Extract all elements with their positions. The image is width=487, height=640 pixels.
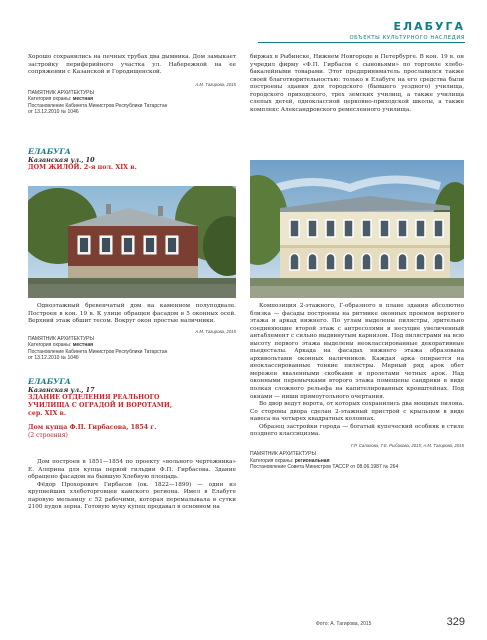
- house-photo-kazanskaya-10: [28, 186, 236, 298]
- page-number: 329: [446, 616, 465, 628]
- entry-title-line: сер. XIX в.: [28, 410, 67, 417]
- photo-credit: А.М. Тагирова, 2015: [195, 81, 236, 87]
- decree-line: Постановление Кабинета Министров Республики Татарстан: [28, 102, 168, 109]
- left-top-block: [28, 54, 236, 115]
- entry-city: ЕЛАБУГА: [28, 147, 71, 156]
- entry-street: Казанская ул., 10: [28, 156, 95, 164]
- photo-credit: А.М. Тагирова, 2015: [195, 328, 236, 334]
- entry2-paragraph: Фёдор Прохорович Гирбасов (ок. 1822—1899) — один из крупнейших хлеботорговцев камского региона. Имел в Елабуге паровую мельницу с 52 рабочими, которая перемалывала в сутки 2100 пудов зерна. Готовую муку купец продавал в основном на: [28, 481, 236, 511]
- decree-line: от 13.12.2010 № 1046: [28, 355, 79, 362]
- header-divider: [258, 42, 465, 43]
- entry1-paragraph: Одноэтажный бревенчатый дом на каменном полуподвале. Построен в кон. 19 в. К улице обращен фасадом в 5 оконных осей. Верхний этаж обшит тесом. Вокруг окон простые наличники.: [28, 303, 236, 325]
- decree-line: от 13.12.2010 № 1046: [28, 109, 79, 116]
- photo-credit: Г.Р. Салахова, Т.Е. Рыбакова, 2015; А.М. Тагирова, 2015: [351, 442, 464, 448]
- entry-city: ЕЛАБУГА: [28, 377, 71, 386]
- right-paragraph: Образец застройки города — богатый купеческий особняк в стиле позднего классицизма.: [250, 423, 464, 438]
- protection-category: Категория охраны: местная: [28, 96, 94, 103]
- protection-category: Категория охраны: региональная: [250, 457, 330, 464]
- entry-subtitle: Дом купца Ф.П. Гирбасова, 1854 г.: [28, 424, 157, 431]
- entry2-text-block: [28, 459, 236, 512]
- section-subtitle: ОБЪЕКТЫ КУЛЬТУРНОГО НАСЛЕДИЯ: [349, 35, 465, 41]
- entry-street: Казанская ул., 17: [28, 386, 95, 394]
- protection-category: Категория охраны: местная: [28, 342, 94, 349]
- monument-label: ПАМЯТНИК АРХИТЕКТУРЫ: [28, 336, 94, 343]
- entry-title: ДОМ ЖИЛОЙ. 2-я пол. XIX в.: [28, 164, 137, 171]
- monument-label: ПАМЯТНИК АРХИТЕКТУРЫ: [250, 451, 316, 458]
- right-paragraph: Во двор ведут ворота, от которых сохранились два мощных пилона. Со стороны двора сделан 2-этажный пристрой с крыльцом в виде навеса на четырех квадратных колоннах.: [250, 401, 464, 423]
- left-top-paragraph: Хорошо сохранились на печных трубах два дымника. Дом замыкает застройку периферийного участка ул. Набережной на ее сопряжении с Казанской и Городищенской.: [28, 54, 236, 76]
- right-top-paragraph: биржах в Рыбинске, Нижнем Новгороде и Петербурге. В кон. 19 в. он учредил фирму «Ф.П. Гирбасов с сыновьями» по торговле хлебо-бакалейными товарами. Этот предприниматель прославился также своей благотворительностью: только в Елабуге на его средства были построены здания для городского (бывшего уездного) училища, городского приходского, трех земских училищ, а также училища слепых детей, одноклассной церковно-приходской школы, а также комплекс Александровского ремесленного училища.: [250, 54, 464, 113]
- right-top-block: [250, 54, 464, 114]
- right-bottom-block: [250, 303, 464, 470]
- right-paragraph: Композиция 2-этажного, Г-образного в плане здания абсолютно близка — фасады построены на ритмике оконных проемов верхнего этажа и аркад нижнего. По углам выделены пилястры, зрительно соединяющие второй этаж с антресолями и несущие увеличенный антаблемент с сильно выдвинутым карнизом. Под пилястрами на всю высоту первого этажа выделены неоклассированные декоративные пьедесталы. Аркада на фасадах нижнего этажа образована архивольтами оконных наличников. Каждая арка опирается на неоклассированные тонкие пилястры. Мерный ряд арок обет мережен вваленными скобками и пролетами четных арок. Над оконными перемычками второго этажа помещены сандрики в виде полкая сложного рельефа на капителированных кронштейнах. Под окнами — ниши прямоугольного очертания.: [250, 303, 464, 400]
- entry-subnote: (2 строения): [28, 432, 68, 439]
- house-photo-kazanskaya-17: [250, 160, 464, 298]
- footer-photo-credit: Фото: А. Тагирова, 2015: [316, 621, 372, 627]
- decree-line: Постановление Кабинета Министров Республики Татарстан: [28, 348, 168, 355]
- entry2-heading: [28, 377, 236, 440]
- decree-line: Постановление Совета Министров ТАССР от 08.06.1987 № 264: [250, 463, 399, 470]
- entry1-heading: [28, 147, 236, 172]
- entry-title-line: ЗДАНИЕ ОТДЕЛЕНИЯ РЕАЛЬНОГО: [28, 394, 160, 401]
- monument-label: ПАМЯТНИК АРХИТЕКТУРЫ: [28, 90, 94, 97]
- entry1-text-block: [28, 303, 236, 361]
- entry2-paragraph: Дом построен в 1851—1854 по проекту «вольного чертежника» Е. Алприна для купца первой гильдии Ф.П. Гирбасова. Здание обращено фасадом на бывшую Хлебную площадь.: [28, 459, 236, 481]
- section-title: ЕЛАБУГА: [393, 20, 465, 33]
- entry-title-line: УЧИЛИЩА С ОГРАДОЙ И ВОРОТАМИ,: [28, 402, 173, 409]
